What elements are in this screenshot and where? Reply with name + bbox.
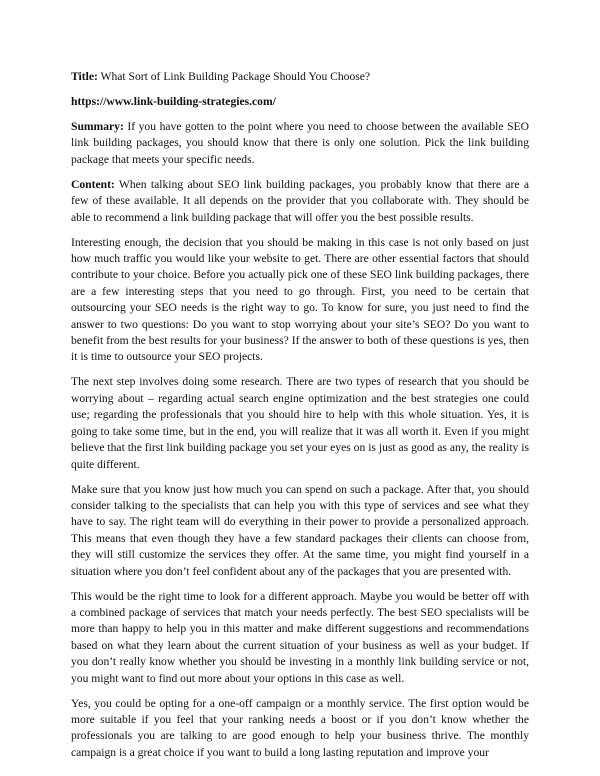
- content-paragraph: [71, 177, 529, 226]
- body-paragraph: This would be the right time to look for a different approach. Maybe you would be better off with a combined package of services that match your needs perfectly. The best SEO specialists will be more than happy to help you in this matter and make different suggestions and recommendations based on what they learn about the current situation of your business as well as your budget. If you don’t really know whether you should be investing in a monthly link building service or not, you might want to find out more about your options in this case as well.: [71, 589, 529, 685]
- title-label: Title:: [71, 70, 98, 83]
- body-paragraph: Interesting enough, the decision that you should be making in this case is not only based on just how much traffic you would like your website to get. There are other essential factors that should contribute to your choice. Before you actually pick one of these SEO link building packages, there are a few interesting steps that you need to go through. First, you need to be certain that outsourcing your SEO needs is the right way to go. To know for sure, you just need to find the answer to two questions: Do you want to stop worrying about your site’s SEO? Do you want to benefit from the best results for your business? If the answer to both of these questions is yes, then it is time to outsource your SEO projects.: [71, 235, 529, 364]
- body-paragraph: Make sure that you know just how much you can spend on such a package. After that, you should consider talking to the specialists that can help you with this type of services and see what they have to say. The right team will do everything in their power to provide a personalized approach. This means that even though they have a few standard packages their clients can choose from, they will still customize the services they offer. At the same time, you might find yourself in a situation where you don’t feel confident about any of the packages that you are presented with.: [71, 482, 529, 578]
- document-page: [71, 69, 529, 770]
- title-line: [71, 69, 529, 85]
- title-text: What Sort of Link Building Package Should You Choose?: [97, 70, 371, 83]
- body-paragraph: The next step involves doing some research. There are two types of research that you should be worrying about – regarding actual search engine optimization and the best strategies one could use; regarding the professionals that you should hire to help with this whole situation. Yes, it is going to take some time, but in the end, you will realize that it was all worth it. Even if you might believe that the first link building package you set your eyes on is just as good as any, the reality is quite different.: [71, 375, 529, 471]
- content-text: When talking about SEO link building packages, you probably know that there are a few of these available. It all depends on the provider that you collaborate with. They should be able to recommend a link building package that will offer you the best possible results.: [71, 177, 529, 224]
- url-line: [71, 94, 529, 110]
- summary-label: Summary:: [71, 120, 124, 133]
- content-label: Content:: [71, 177, 115, 191]
- body-paragraph: Yes, you could be opting for a one-off campaign or a monthly service. The first option would be more suitable if you feel that your ranking needs a boost or if you don’t know whether the professionals you are talking to are good enough to help your business thrive. The monthly campaign is a great choice if you want to build a long lasting reputation and improve your: [71, 696, 529, 759]
- summary-text: If you have gotten to the point where you need to choose between the available SEO link building packages, you should know that there is only one solution. Pick the link building package that meets your specific needs.: [71, 120, 529, 166]
- summary-paragraph: [71, 119, 529, 168]
- source-url: https://www.link-building-strategies.com/: [71, 95, 276, 108]
